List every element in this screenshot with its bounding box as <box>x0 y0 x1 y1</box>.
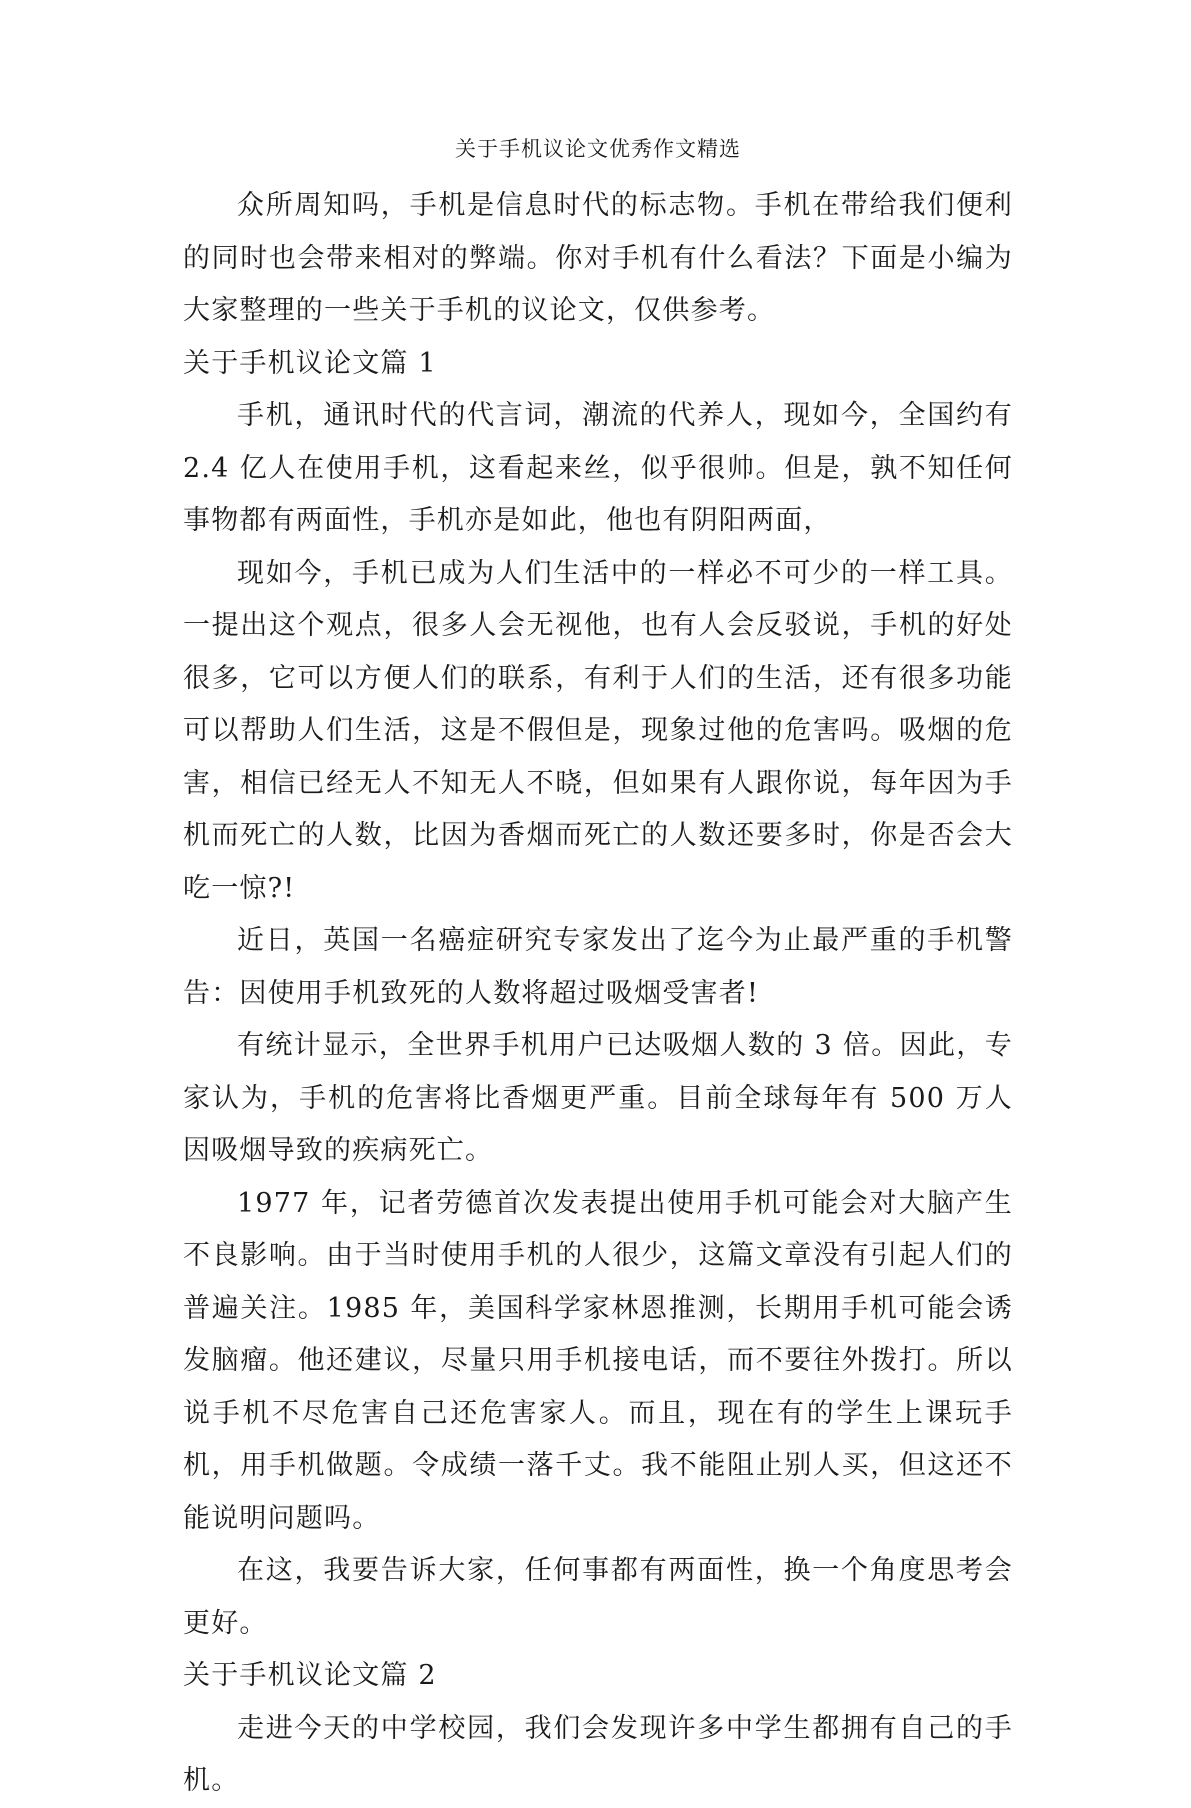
section-1-paragraph: 1977 年，记者劳德首次发表提出使用手机可能会对大脑产生不良影响。由于当时使用手机的人很少，这篇文章没有引起人们的普遍关注。1985 年，美国科学家林恩推测，长期用手机可能会诱发脑瘤。他还建议，尽量只用手机接电话，而不要往外拨打。所以说手机不尽危害自己还危害家人。而且，现在有的学生上课玩手机，用手机做题。令成绩一落千丈。我不能阻止别人买，但这还不能说明问题吗。 <box>183 1187 1013 1534</box>
section-1-paragraph: 有统计显示，全世界手机用户已达吸烟人数的 3 倍。因此，专家认为，手机的危害将比香烟更严重。目前全球每年有 500 万人因吸烟导致的疾病死亡。 <box>183 1030 1013 1166</box>
section-1-heading: 关于手机议论文篇 1 <box>183 347 437 379</box>
section-1-paragraph: 现如今，手机已成为人们生活中的一样必不可少的一样工具。一提出这个观点，很多人会无视他，也有人会反驳说，手机的好处很多，它可以方便人们的联系，有利于人们的生活，还有很多功能可以帮助人们生活，这是不假但是，现象过他的危害吗。吸烟的危害，相信已经无人不知无人不晓，但如果有人跟你说，每年因为手机而死亡的人数，比因为香烟而死亡的人数还要多时，你是否会大吃一惊?! <box>183 557 1013 904</box>
section-2-heading: 关于手机议论文篇 2 <box>183 1660 437 1691</box>
section-1-paragraph: 在这，我要告诉大家，任何事都有两面性，换一个角度思考会更好。 <box>183 1555 1013 1639</box>
section-1-paragraph: 手机，通讯时代的代言词，潮流的代养人，现如今，全国约有 2.4 亿人在使用手机，这看起来丝，似乎很帅。但是，孰不知任何事物都有两面性，手机亦是如此，他也有阴阳两面， <box>183 400 1013 536</box>
document-page <box>183 126 1013 1808</box>
document-title: 关于手机议论文优秀作文精选 <box>455 137 741 161</box>
intro-paragraph: 众所周知吗，手机是信息时代的标志物。手机在带给我们便利的同时也会带来相对的弊端。你对手机有什么看法？下面是小编为大家整理的一些关于手机的议论文，仅供参考。 <box>183 190 1013 326</box>
section-2-paragraph: 走进今天的中学校园，我们会发现许多中学生都拥有自己的手机。 <box>183 1712 1013 1796</box>
section-1-paragraph: 近日，英国一名癌症研究专家发出了迄今为止最严重的手机警告：因使用手机致死的人数将超过吸烟受害者! <box>183 925 1013 1009</box>
